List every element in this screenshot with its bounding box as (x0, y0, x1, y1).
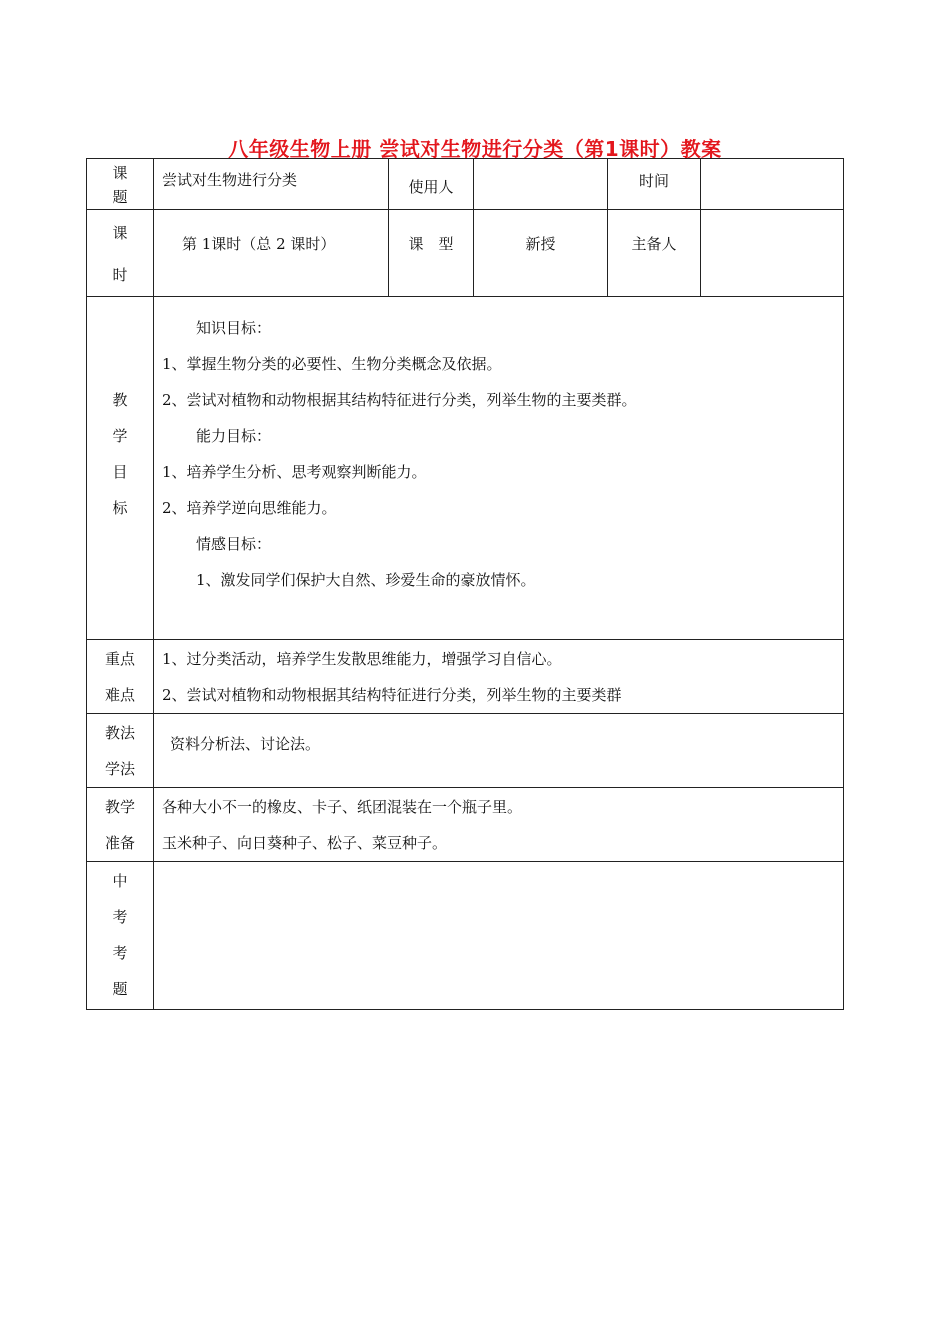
exam-label-cell (87, 862, 154, 1010)
preparation-item: 各种大小不一的橡皮、卡子、纸团混装在一个瓶子里。 (162, 798, 523, 816)
exam-label-char: 题 (112, 980, 128, 998)
preparation-item: 玉米种子、向日葵种子、松子、菜豆种子。 (162, 834, 448, 852)
exam-label-char: 考 (112, 908, 128, 926)
preparer-label: 主备人 (631, 235, 677, 253)
topic-label-char: 题 (112, 188, 128, 206)
topic-label-cell (87, 159, 154, 210)
objectives-label-char: 目 (112, 463, 128, 481)
key-points-label-cell (87, 640, 154, 714)
preparation-label-line: 教学 (104, 798, 135, 816)
methods-label-line: 教法 (104, 724, 135, 742)
preparer-label-cell (608, 210, 701, 297)
period-row (87, 210, 844, 297)
ability-heading: 能力目标： (196, 427, 272, 445)
key-point-item: 2、尝试对植物和动物根据其结构特征进行分类，列举生物的主要类群 (162, 686, 622, 704)
objectives-row (87, 297, 844, 640)
type-value-cell (474, 210, 608, 297)
preparation-label-line: 准备 (104, 834, 135, 852)
time-value-cell (701, 159, 844, 210)
period-value: 第 1课时（总 2 课时） (182, 235, 336, 253)
type-value: 新授 (525, 235, 556, 253)
period-label-char: 课 (112, 224, 128, 242)
type-label: 课 型 (408, 235, 454, 253)
user-label: 使用人 (408, 178, 454, 196)
period-label-char: 时 (112, 266, 128, 284)
exam-label-char: 中 (112, 872, 128, 890)
key-points-label-line: 难点 (104, 686, 135, 704)
topic-label-char: 课 (112, 164, 128, 182)
methods-label-line: 学法 (104, 760, 135, 778)
ability-item: 2、培养学逆向思维能力。 (162, 499, 337, 517)
document-title: 八年级生物上册 尝试对生物进行分类（第1课时）教案 (228, 137, 722, 161)
lesson-plan-table (86, 158, 844, 1010)
exam-label-char: 考 (112, 944, 128, 962)
topic-value: 尝试对生物进行分类 (162, 171, 298, 189)
objectives-label-char: 学 (112, 427, 128, 445)
period-value-cell (154, 210, 389, 297)
preparation-content-cell (154, 788, 844, 862)
objectives-label-char: 标 (112, 499, 128, 517)
objectives-label-cell (87, 297, 154, 640)
time-label: 时间 (638, 172, 669, 190)
methods-text: 资料分析法、讨论法。 (170, 735, 321, 753)
exam-content-cell (154, 862, 844, 1010)
emotion-item: 1、激发同学们保护大自然、珍爱生命的豪放情怀。 (196, 571, 536, 589)
user-label-cell (389, 159, 474, 210)
preparation-label-cell (87, 788, 154, 862)
period-label-cell (87, 210, 154, 297)
time-label-cell (608, 159, 701, 210)
preparer-value-cell (701, 210, 844, 297)
methods-row (87, 714, 844, 788)
preparation-row (87, 788, 844, 862)
exam-row (87, 862, 844, 1010)
methods-label-cell (87, 714, 154, 788)
topic-row (87, 159, 844, 210)
ability-item: 1、培养学生分析、思考观察判断能力。 (162, 463, 427, 481)
key-point-item: 1、过分类活动，培养学生发散思维能力，增强学习自信心。 (162, 650, 562, 668)
knowledge-item: 2、尝试对植物和动物根据其结构特征进行分类，列举生物的主要类群。 (162, 391, 637, 409)
objectives-content-cell (154, 297, 844, 640)
topic-value-cell (154, 159, 389, 210)
knowledge-item: 1、掌握生物分类的必要性、生物分类概念及依据。 (162, 355, 502, 373)
type-label-cell (389, 210, 474, 297)
key-points-label-line: 重点 (104, 650, 135, 668)
methods-content-cell (154, 714, 844, 788)
key-points-content-cell (154, 640, 844, 714)
emotion-heading: 情感目标： (196, 535, 272, 553)
objectives-label-char: 教 (112, 391, 128, 409)
key-points-row (87, 640, 844, 714)
user-value-cell (474, 159, 608, 210)
knowledge-heading: 知识目标： (196, 319, 272, 337)
